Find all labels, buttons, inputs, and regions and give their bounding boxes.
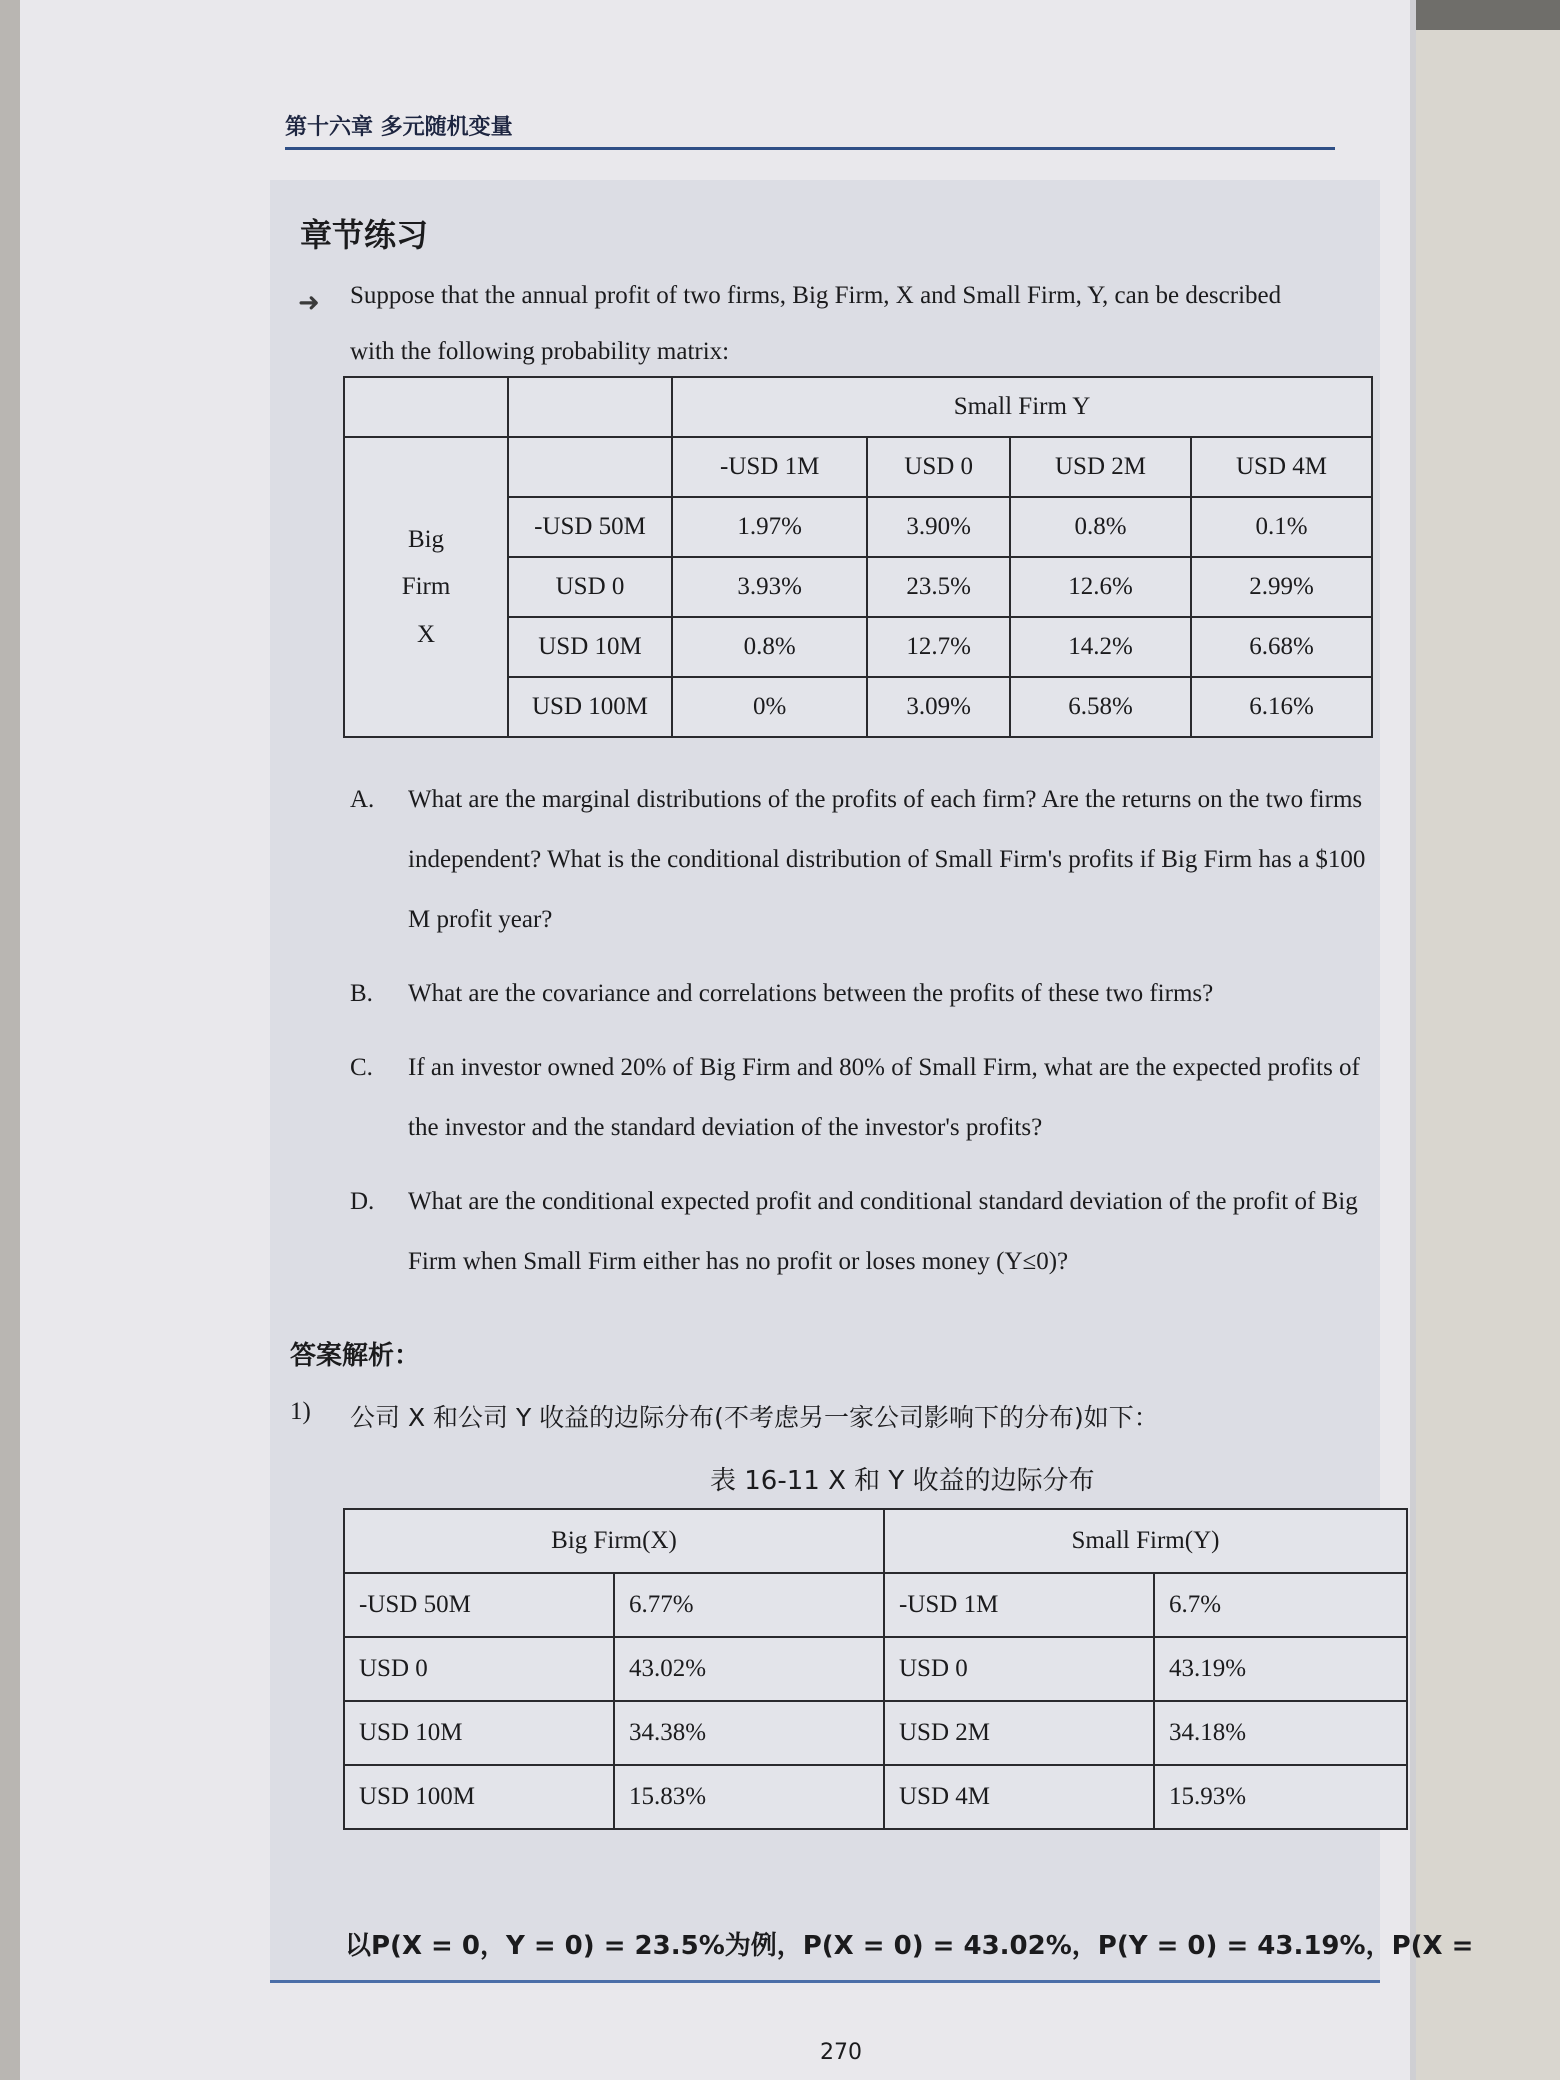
- matrix-cell: 6.16%: [1191, 677, 1372, 737]
- question-letter: D.: [350, 1188, 375, 1215]
- page-number: 270: [820, 2040, 862, 2065]
- matrix-empty-cell: [508, 437, 672, 497]
- question-text: What are the marginal distributions of the profits of each firm? Are the returns on the two firms independent? What is the conditional distribution of Small Firm's profits if Big Firm has a $100 M profit year?: [408, 786, 1366, 933]
- matrix-cell: 3.90%: [867, 497, 1010, 557]
- problem-intro-line1: Suppose that the annual profit of two firms, Big Firm, X and Small Firm, Y, can be described: [350, 282, 1282, 309]
- question-item: [350, 1038, 1380, 1158]
- x-label-cell: -USD 50M: [344, 1573, 614, 1637]
- x-prob-cell: 34.38%: [614, 1701, 884, 1765]
- chapter-title: 第十六章 多元随机变量: [285, 115, 513, 140]
- y-prob-cell: 6.7%: [1154, 1573, 1407, 1637]
- matrix-cell: 0.8%: [1010, 497, 1191, 557]
- matrix-row-label: USD 100M: [508, 677, 672, 737]
- matrix-row-label: USD 10M: [508, 617, 672, 677]
- marginal-header-row: [344, 1509, 1407, 1573]
- facing-page-edge: [1400, 30, 1560, 2080]
- matrix-cell: 1.97%: [672, 497, 867, 557]
- matrix-empty-cell: [344, 377, 508, 437]
- x-prob-cell: 15.83%: [614, 1765, 884, 1829]
- question-item: [350, 964, 1380, 1024]
- y-label-cell: USD 4M: [884, 1765, 1154, 1829]
- matrix-row-label: USD 0: [508, 557, 672, 617]
- y-prob-cell: 34.18%: [1154, 1701, 1407, 1765]
- marginal-row: [344, 1765, 1407, 1829]
- small-firm-header: Small Firm Y: [672, 377, 1372, 437]
- question-text: What are the covariance and correlations between the profits of these two firms?: [408, 980, 1214, 1007]
- problem-intro-line2: with the following probability matrix:: [350, 338, 730, 365]
- y-label-cell: USD 2M: [884, 1701, 1154, 1765]
- big-firm-label-line: Big: [407, 525, 445, 553]
- matrix-header-row: [344, 377, 1372, 437]
- answer-item-text: 公司 X 和公司 Y 收益的边际分布(不考虑另一家公司影响下的分布)如下：: [350, 1403, 1159, 1432]
- matrix-cell: 0.8%: [672, 617, 867, 677]
- x-label-cell: USD 0: [344, 1637, 614, 1701]
- y-label-cell: -USD 1M: [884, 1573, 1154, 1637]
- matrix-cell: 12.6%: [1010, 557, 1191, 617]
- matrix-cell: 3.09%: [867, 677, 1010, 737]
- small-firm-header: Small Firm(Y): [884, 1509, 1407, 1573]
- matrix-column-header: USD 2M: [1010, 437, 1191, 497]
- y-label-cell: USD 0: [884, 1637, 1154, 1701]
- question-list: [350, 770, 1380, 1306]
- matrix-cell: 23.5%: [867, 557, 1010, 617]
- answer-item: [290, 1398, 1159, 1434]
- matrix-column-header: USD 0: [867, 437, 1010, 497]
- marginal-row: [344, 1701, 1407, 1765]
- question-letter: C.: [350, 1054, 373, 1081]
- matrix-columns-row: [344, 437, 1372, 497]
- matrix-cell: 2.99%: [1191, 557, 1372, 617]
- bullet-arrow-icon: ➜: [298, 288, 320, 317]
- example-formula-line: 以P(X = 0，Y = 0) = 23.5%为例，P(X = 0) = 43.02%，P(Y = 0) = 43.19%，P(X =: [345, 1931, 1474, 1961]
- x-prob-cell: 6.77%: [614, 1573, 884, 1637]
- y-prob-cell: 43.19%: [1154, 1637, 1407, 1701]
- question-item: [350, 1172, 1380, 1292]
- matrix-cell: 12.7%: [867, 617, 1010, 677]
- section-title: 章节练习: [300, 216, 429, 254]
- big-firm-label-line: Firm: [401, 573, 451, 601]
- probability-matrix: [343, 376, 1373, 738]
- question-letter: B.: [350, 980, 373, 1007]
- matrix-empty-cell: [508, 377, 672, 437]
- question-text: If an investor owned 20% of Big Firm and 80% of Small Firm, what are the expected profits of the investor and the standard deviation of the investor's profits?: [408, 1054, 1360, 1141]
- matrix-cell: 6.68%: [1191, 617, 1372, 677]
- matrix-cell: 0.1%: [1191, 497, 1372, 557]
- question-text: What are the conditional expected profit and conditional standard deviation of the profit of Big Firm when Small Firm either has no profit or loses money (Y≤0)?: [408, 1188, 1358, 1275]
- book-spine-edge: [0, 0, 22, 2080]
- matrix-cell: 0%: [672, 677, 867, 737]
- y-prob-cell: 15.93%: [1154, 1765, 1407, 1829]
- table-caption: 表 16-11 X 和 Y 收益的边际分布: [710, 1466, 1095, 1496]
- matrix-column-header: -USD 1M: [672, 437, 867, 497]
- question-letter: A.: [350, 786, 375, 813]
- big-firm-label-line: X: [416, 620, 436, 648]
- matrix-cell: 6.58%: [1010, 677, 1191, 737]
- x-prob-cell: 43.02%: [614, 1637, 884, 1701]
- marginal-row: [344, 1637, 1407, 1701]
- question-item: [350, 770, 1380, 950]
- x-label-cell: USD 10M: [344, 1701, 614, 1765]
- answer-title: 答案解析：: [290, 1341, 421, 1371]
- big-firm-header: Big Firm(X): [344, 1509, 884, 1573]
- big-firm-label: [344, 437, 508, 737]
- x-label-cell: USD 100M: [344, 1765, 614, 1829]
- chapter-header: [285, 110, 1335, 150]
- matrix-cell: 3.93%: [672, 557, 867, 617]
- marginal-row: [344, 1573, 1407, 1637]
- marginal-distribution-table: [343, 1508, 1408, 1830]
- answer-item-number: 1): [290, 1398, 311, 1425]
- matrix-cell: 14.2%: [1010, 617, 1191, 677]
- matrix-column-header: USD 4M: [1191, 437, 1372, 497]
- matrix-row-label: -USD 50M: [508, 497, 672, 557]
